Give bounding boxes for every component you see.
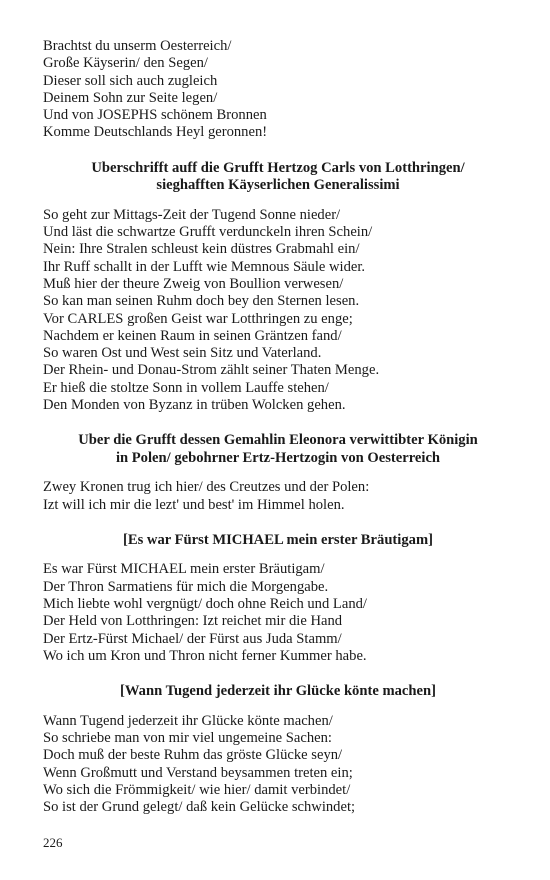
verse-line: Wo sich die Frömmigkeit/ wie hier/ damit verbindet/: [43, 781, 351, 798]
verse-line: So schriebe man von mir viel ungemeine Sachen:: [43, 730, 332, 747]
poem-stanza: [43, 561, 513, 665]
heading-line: [Wann Tugend jederzeit ihr Glücke könte machen]: [120, 683, 436, 700]
verse-line: Der Ertz-Fürst Michael/ der Fürst aus Juda Stamm/: [43, 630, 342, 647]
heading-line: Uberschrifft auff die Grufft Hertzog Carls von Lotthringen/: [91, 159, 465, 176]
verse-line: Der Rhein- und Donau-Strom zählt seiner Thaten Menge.: [43, 362, 380, 379]
heading-line: in Polen/ gebohrner Ertz-Hertzogin von Oesterreich: [115, 449, 441, 466]
poem-stanza: [43, 207, 513, 415]
verse-line: Zwey Kronen trug ich hier/ des Creutzes und der Polen:: [43, 479, 370, 496]
verse-line: Der Thron Sarmatiens für mich die Morgengabe.: [43, 578, 329, 595]
verse-line: Muß hier der theure Zweig von Boullion verwesen/: [43, 275, 344, 292]
verse-line: Nein: Ihre Stralen schleust kein düstres Grabmahl ein/: [43, 241, 360, 258]
section-heading: [43, 532, 513, 550]
verse-line: Wann Tugend jederzeit ihr Glücke könte machen/: [43, 712, 333, 729]
verse-line: Izt will ich mir die lezt' und best' im Himmel holen.: [43, 496, 345, 513]
verse-line: Doch muß der beste Ruhm das gröste Glücke seyn/: [43, 747, 343, 764]
verse-line: Er hieß die stoltze Sonn in vollem Lauffe stehen/: [43, 379, 329, 396]
verse-line: So waren Ost und West sein Sitz und Vaterland.: [43, 345, 322, 362]
verse-line: So ist der Grund gelegt/ daß kein Gelücke schwindet;: [43, 799, 356, 816]
verse-line: Und läst die schwartze Grufft verdunckeln ihren Schein/: [43, 224, 373, 241]
verse-line: Deinem Sohn zur Seite legen/: [43, 89, 218, 106]
section-heading: [43, 432, 513, 467]
verse-line: So kan man seinen Ruhm doch bey den Sternen lesen.: [43, 293, 360, 310]
verse-line: Wo ich um Kron und Thron nicht ferner Kummer habe.: [43, 647, 367, 664]
verse-line: Wenn Großmutt und Verstand beysammen treten ein;: [43, 764, 353, 781]
verse-line: Mich liebte wohl vergnügt/ doch ohne Reich und Land/: [43, 596, 367, 613]
poem-stanza: [43, 713, 513, 817]
heading-line: sieghafften Käyserlichen Generalissimi: [156, 177, 400, 194]
verse-line: Der Held von Lotthringen: Izt reichet mir die Hand: [43, 613, 343, 630]
verse-line: Und von JOSEPHS schönem Bronnen: [43, 107, 267, 124]
verse-line: Dieser soll sich auch zugleich: [43, 72, 218, 89]
verse-line: So geht zur Mittags-Zeit der Tugend Sonne nieder/: [43, 206, 341, 223]
verse-line: Es war Fürst MICHAEL mein erster Bräutigam/: [43, 561, 325, 578]
poem-stanza: [43, 479, 513, 514]
section-heading: [43, 160, 513, 195]
verse-line: Den Monden von Byzanz in trüben Wolcken gehen.: [43, 397, 346, 414]
verse-line: Ihr Ruff schallt in der Lufft wie Memnous Säule wider.: [43, 258, 366, 275]
page-body: [43, 38, 513, 817]
page-number: 226: [43, 835, 63, 850]
verse-line: Große Käyserin/ den Segen/: [43, 55, 208, 72]
verse-line: Vor CARLES großen Geist war Lotthringen zu enge;: [43, 310, 353, 327]
verse-line: Brachtst du unserm Oesterreich/: [43, 38, 232, 54]
verse-line: Komme Deutschlands Heyl geronnen!: [43, 124, 268, 141]
verse-line: Nachdem er keinen Raum in seinen Gräntzen fand/: [43, 327, 342, 344]
heading-line: Uber die Grufft dessen Gemahlin Eleonora verwittibter Königin: [78, 432, 478, 449]
heading-line: [Es war Fürst MICHAEL mein erster Bräutigam]: [123, 531, 433, 548]
section-heading: [43, 683, 513, 701]
intro-stanza: [43, 38, 513, 142]
